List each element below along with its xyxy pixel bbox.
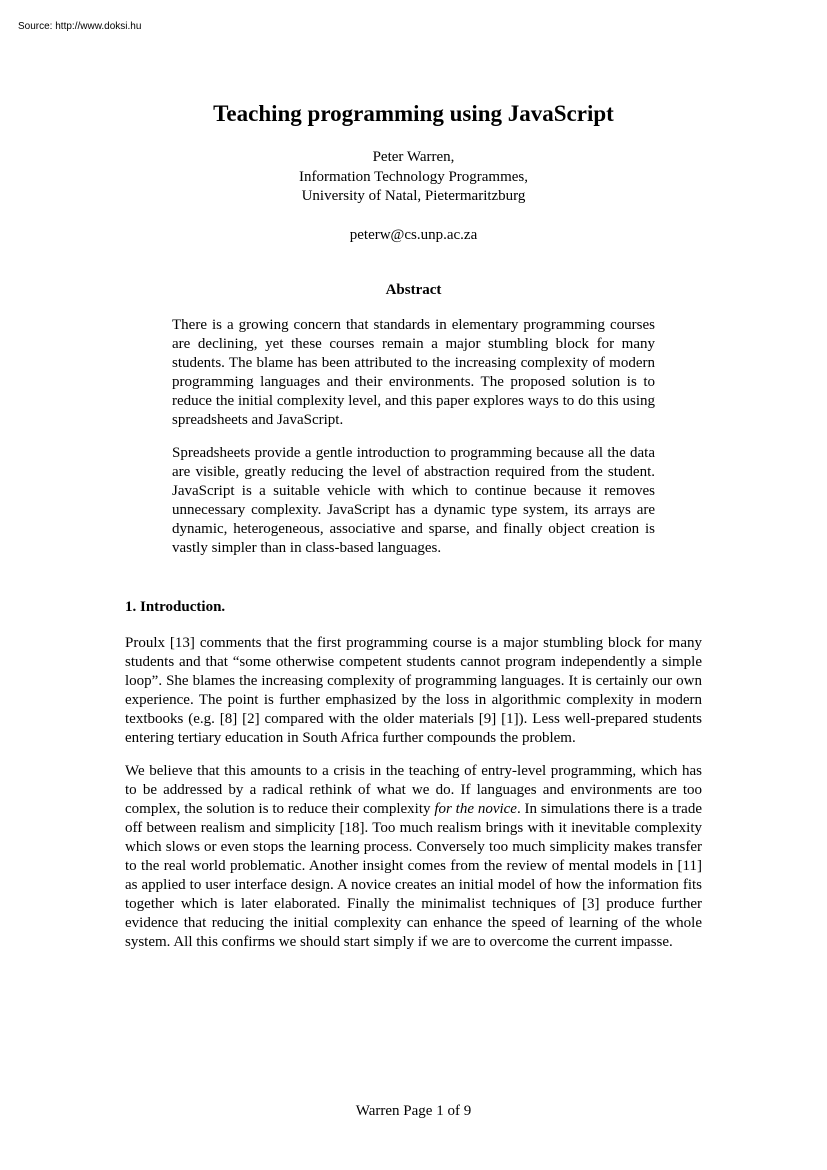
author-affiliation-department: Information Technology Programmes, <box>298 168 529 185</box>
abstract <box>172 316 655 571</box>
body-text-run: . In simulations there is a trade off between realism and simplicity [18]. Too much realism brings with it inevitable complexity which slows or even stops the learning process. Conversely too much simplicity makes transfer to the real world problematic. Another insight comes from the review of mental models in [11] as applied to user interface design. A novice creates an initial model of how the information fits together which is later elaborated. Finally the minimalist techniques of [3] produce further evidence that reducing the initial complexity can enhance the speed of learning of the whole system. All this confirms we should start simply if we are to overcome the current impasse. <box>125 800 702 951</box>
abstract-paragraph: There is a growing concern that standards in elementary programming courses are declining, yet these courses remain a major stumbling block for many students. The blame has been attributed to the increasing complexity of modern programming languages and their environments. The proposed solution is to reduce the initial complexity level, and this paper explores ways to do this using spreadsheets and JavaScript. <box>172 317 655 429</box>
abstract-heading: Abstract <box>385 282 442 298</box>
body-text-run: We believe that this amounts to a crisis in the teaching of entry-level programming, which has to be addressed by a radical rethink of what we do. If languages and environments are too complex, the solution is to reduce their complexity <box>125 762 702 817</box>
author-block <box>0 148 827 207</box>
body-paragraph: Proulx [13] comments that the first programming course is a major stumbling block for many students and that “some otherwise competent students cannot program independently a simple loop”. She blames the increasing complexity of programming languages. It is certainly our own experience. The point is further emphasized by the loss in algorithmic complexity in modern textbooks (e.g. [8] [2] compared with the older materials [9] [1]). Less well-prepared students entering tertiary education in South Africa further compounds the problem. <box>125 635 702 747</box>
author-name: Peter Warren, <box>372 149 455 165</box>
section-heading-introduction: 1. Introduction. <box>125 599 226 615</box>
source-url: Source: http://www.doksi.hu <box>18 21 142 32</box>
page-footer: Warren Page 1 of 9 <box>355 1103 472 1119</box>
body-paragraph <box>125 762 702 953</box>
emphasis-text: for the novice <box>434 800 517 817</box>
author-affiliation-university: University of Natal, Pietermaritzburg <box>301 188 526 204</box>
author-email: peterw@cs.unp.ac.za <box>349 227 478 243</box>
introduction-body <box>125 634 702 966</box>
paper-title: Teaching programming using JavaScript <box>213 101 614 126</box>
abstract-paragraph: Spreadsheets provide a gentle introduction to programming because all the data are visible, greatly reducing the level of abstraction required from the student. JavaScript is a suitable vehicle with which to continue because it removes unnecessary complexity. JavaScript has a dynamic type system, its arrays are dynamic, heterogeneous, associative and sparse, and finally object creation is vastly simpler than in class-based languages. <box>172 444 655 557</box>
